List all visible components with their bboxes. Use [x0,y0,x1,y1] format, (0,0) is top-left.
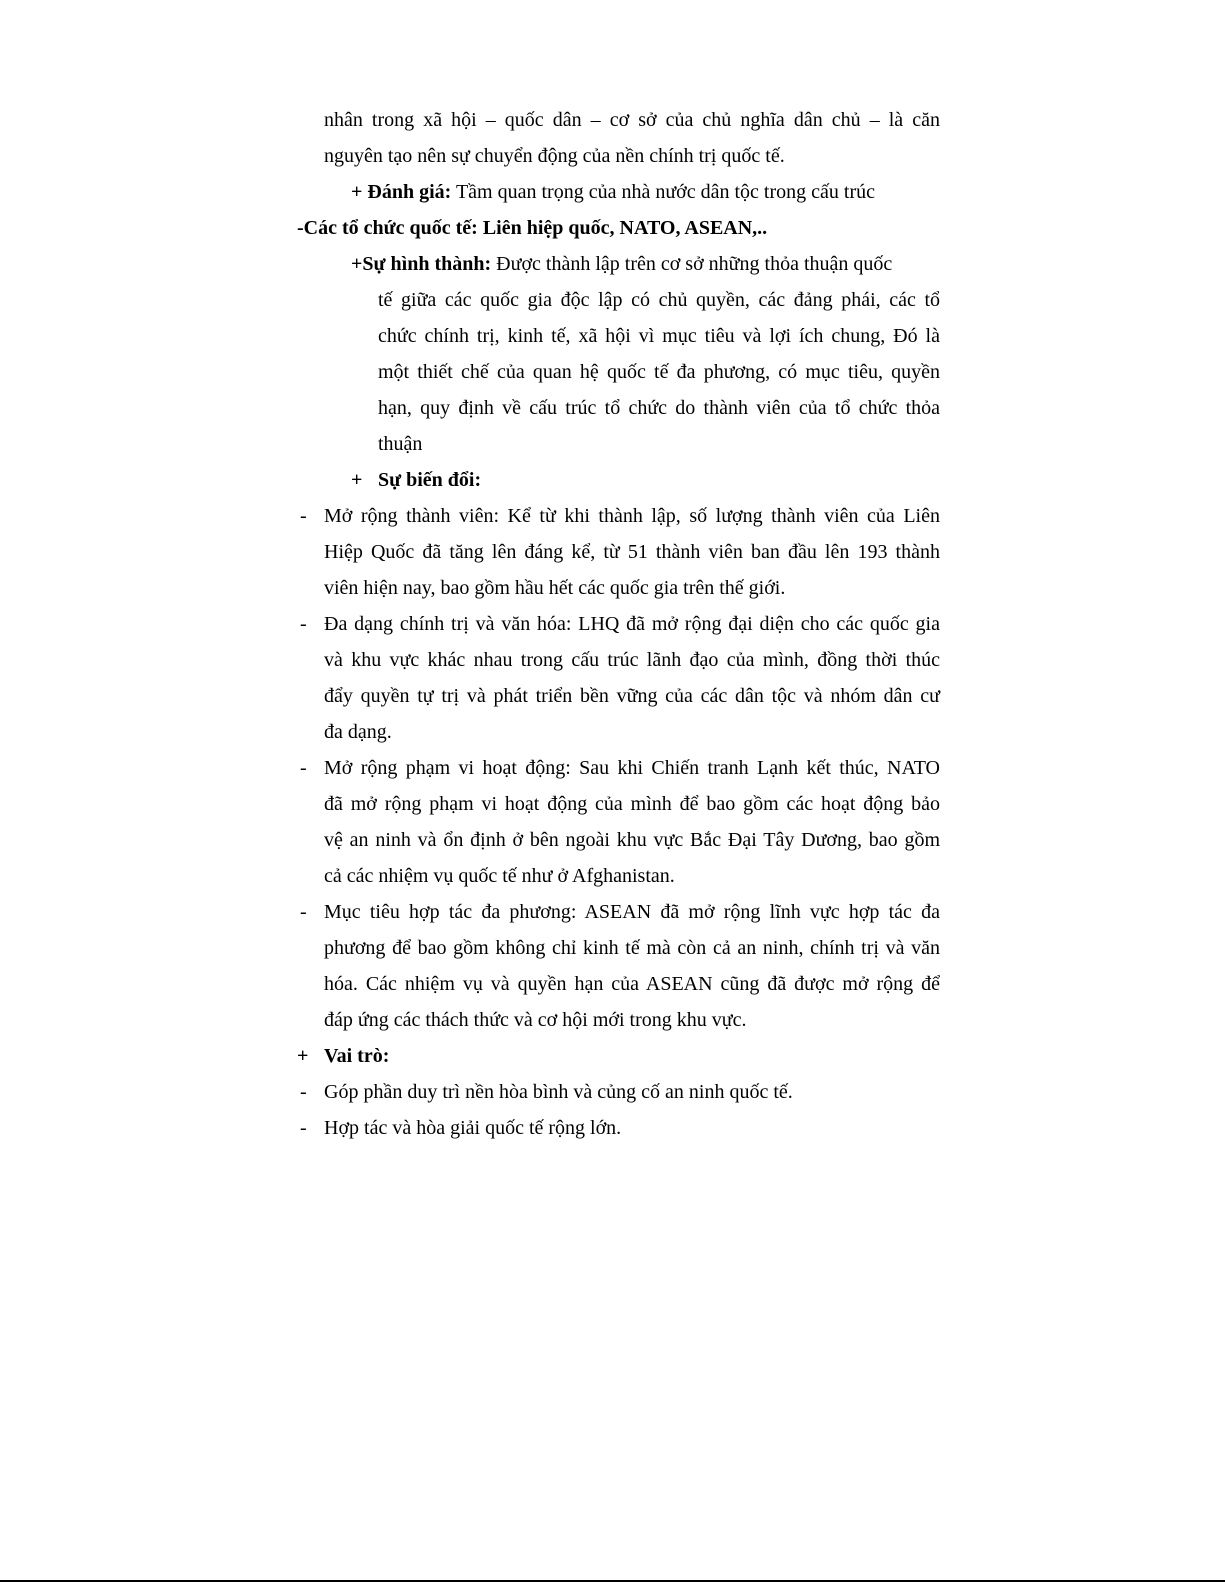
list-dash: - [300,901,307,923]
role-label: Vai trò: [324,1045,390,1067]
organizations-heading: -Các tổ chức quốc tế: Liên hiệp quốc, NATO, ASEAN,.. [297,217,768,239]
change-3-line: Mở rộng phạm vi hoạt động: Sau khi Chiến tranh Lạnh kết thúc, NATO [324,757,940,779]
change-2-line: đẩy quyền tự trị và phát triển bền vững của các dân tộc và nhóm dân cư [324,685,940,707]
formation-marker: + [351,253,363,275]
assessment-text: Tầm quan trọng của nhà nước dân tộc trong cấu trúc [451,181,875,203]
page-bottom-rule [0,1580,1225,1582]
list-dash: - [300,613,307,635]
role-item: Hợp tác và hòa giải quốc tế rộng lớn. [324,1117,622,1139]
formation-text-line: hạn, quy định về cấu trúc tổ chức do thành viên của tổ chức thỏa [378,397,940,419]
assessment-label: Đánh giá: [367,181,452,203]
role-marker: + [297,1045,309,1067]
change-3-line: cả các nhiệm vụ quốc tế như ở Afghanistan. [324,865,675,887]
formation-text-line: tế giữa các quốc gia độc lập có chủ quyền, các đảng phái, các tổ [378,289,940,311]
list-dash: - [300,1117,307,1139]
transformation-label: Sự biến đổi: [378,469,482,491]
intro-line-2: nguyên tạo nên sự chuyển động của nền chính trị quốc tế. [324,145,785,167]
change-4-line: đáp ứng các thách thức và cơ hội mới trong khu vực. [324,1009,747,1031]
formation-text-line: thuận [378,433,423,455]
change-4-line: phương để bao gồm không chỉ kinh tế mà còn cả an ninh, chính trị và văn [324,937,940,959]
formation-first-line: Được thành lập trên cơ sở những thỏa thuận quốc [491,253,893,275]
change-3-line: vệ an ninh và ổn định ở bên ngoài khu vực Bắc Đại Tây Dương, bao gồm [324,829,940,851]
change-1-line: Mở rộng thành viên: Kể từ khi thành lập, số lượng thành viên của Liên [324,505,940,527]
formation-text-line: chức chính trị, kinh tế, xã hội vì mục tiêu và lợi ích chung, Đó là [378,325,940,347]
list-dash: - [300,1081,307,1103]
change-2-line: và khu vực khác nhau trong cấu trúc lãnh đạo của mình, đồng thời thúc [324,649,940,671]
assessment-marker: + [351,181,368,203]
list-dash: - [300,505,307,527]
change-2-line: đa dạng. [324,721,392,743]
change-4-line: hóa. Các nhiệm vụ và quyền hạn của ASEAN cũng đã được mở rộng để [324,973,940,995]
assessment-line [351,174,875,210]
change-1-line: Hiệp Quốc đã tăng lên đáng kể, từ 51 thành viên ban đầu lên 193 thành [324,541,940,563]
intro-line-1: nhân trong xã hội – quốc dân – cơ sở của chủ nghĩa dân chủ – là căn [324,109,940,131]
change-2-line: Đa dạng chính trị và văn hóa: LHQ đã mở rộng đại diện cho các quốc gia [324,613,940,635]
role-item: Góp phần duy trì nền hòa bình và củng cố an ninh quốc tế. [324,1081,793,1103]
change-1-line: viên hiện nay, bao gồm hầu hết các quốc gia trên thế giới. [324,577,786,599]
change-4-line: Mục tiêu hợp tác đa phương: ASEAN đã mở rộng lĩnh vực hợp tác đa [324,901,940,923]
formation-label: Sự hình thành: [362,253,492,275]
formation-text-line: một thiết chế của quan hệ quốc tế đa phương, có mục tiêu, quyền [378,361,940,383]
formation-line [351,246,892,282]
transformation-marker: + [351,469,363,491]
list-dash: - [300,757,307,779]
change-3-line: đã mở rộng phạm vi hoạt động của mình để bao gồm các hoạt động bảo [324,793,940,815]
